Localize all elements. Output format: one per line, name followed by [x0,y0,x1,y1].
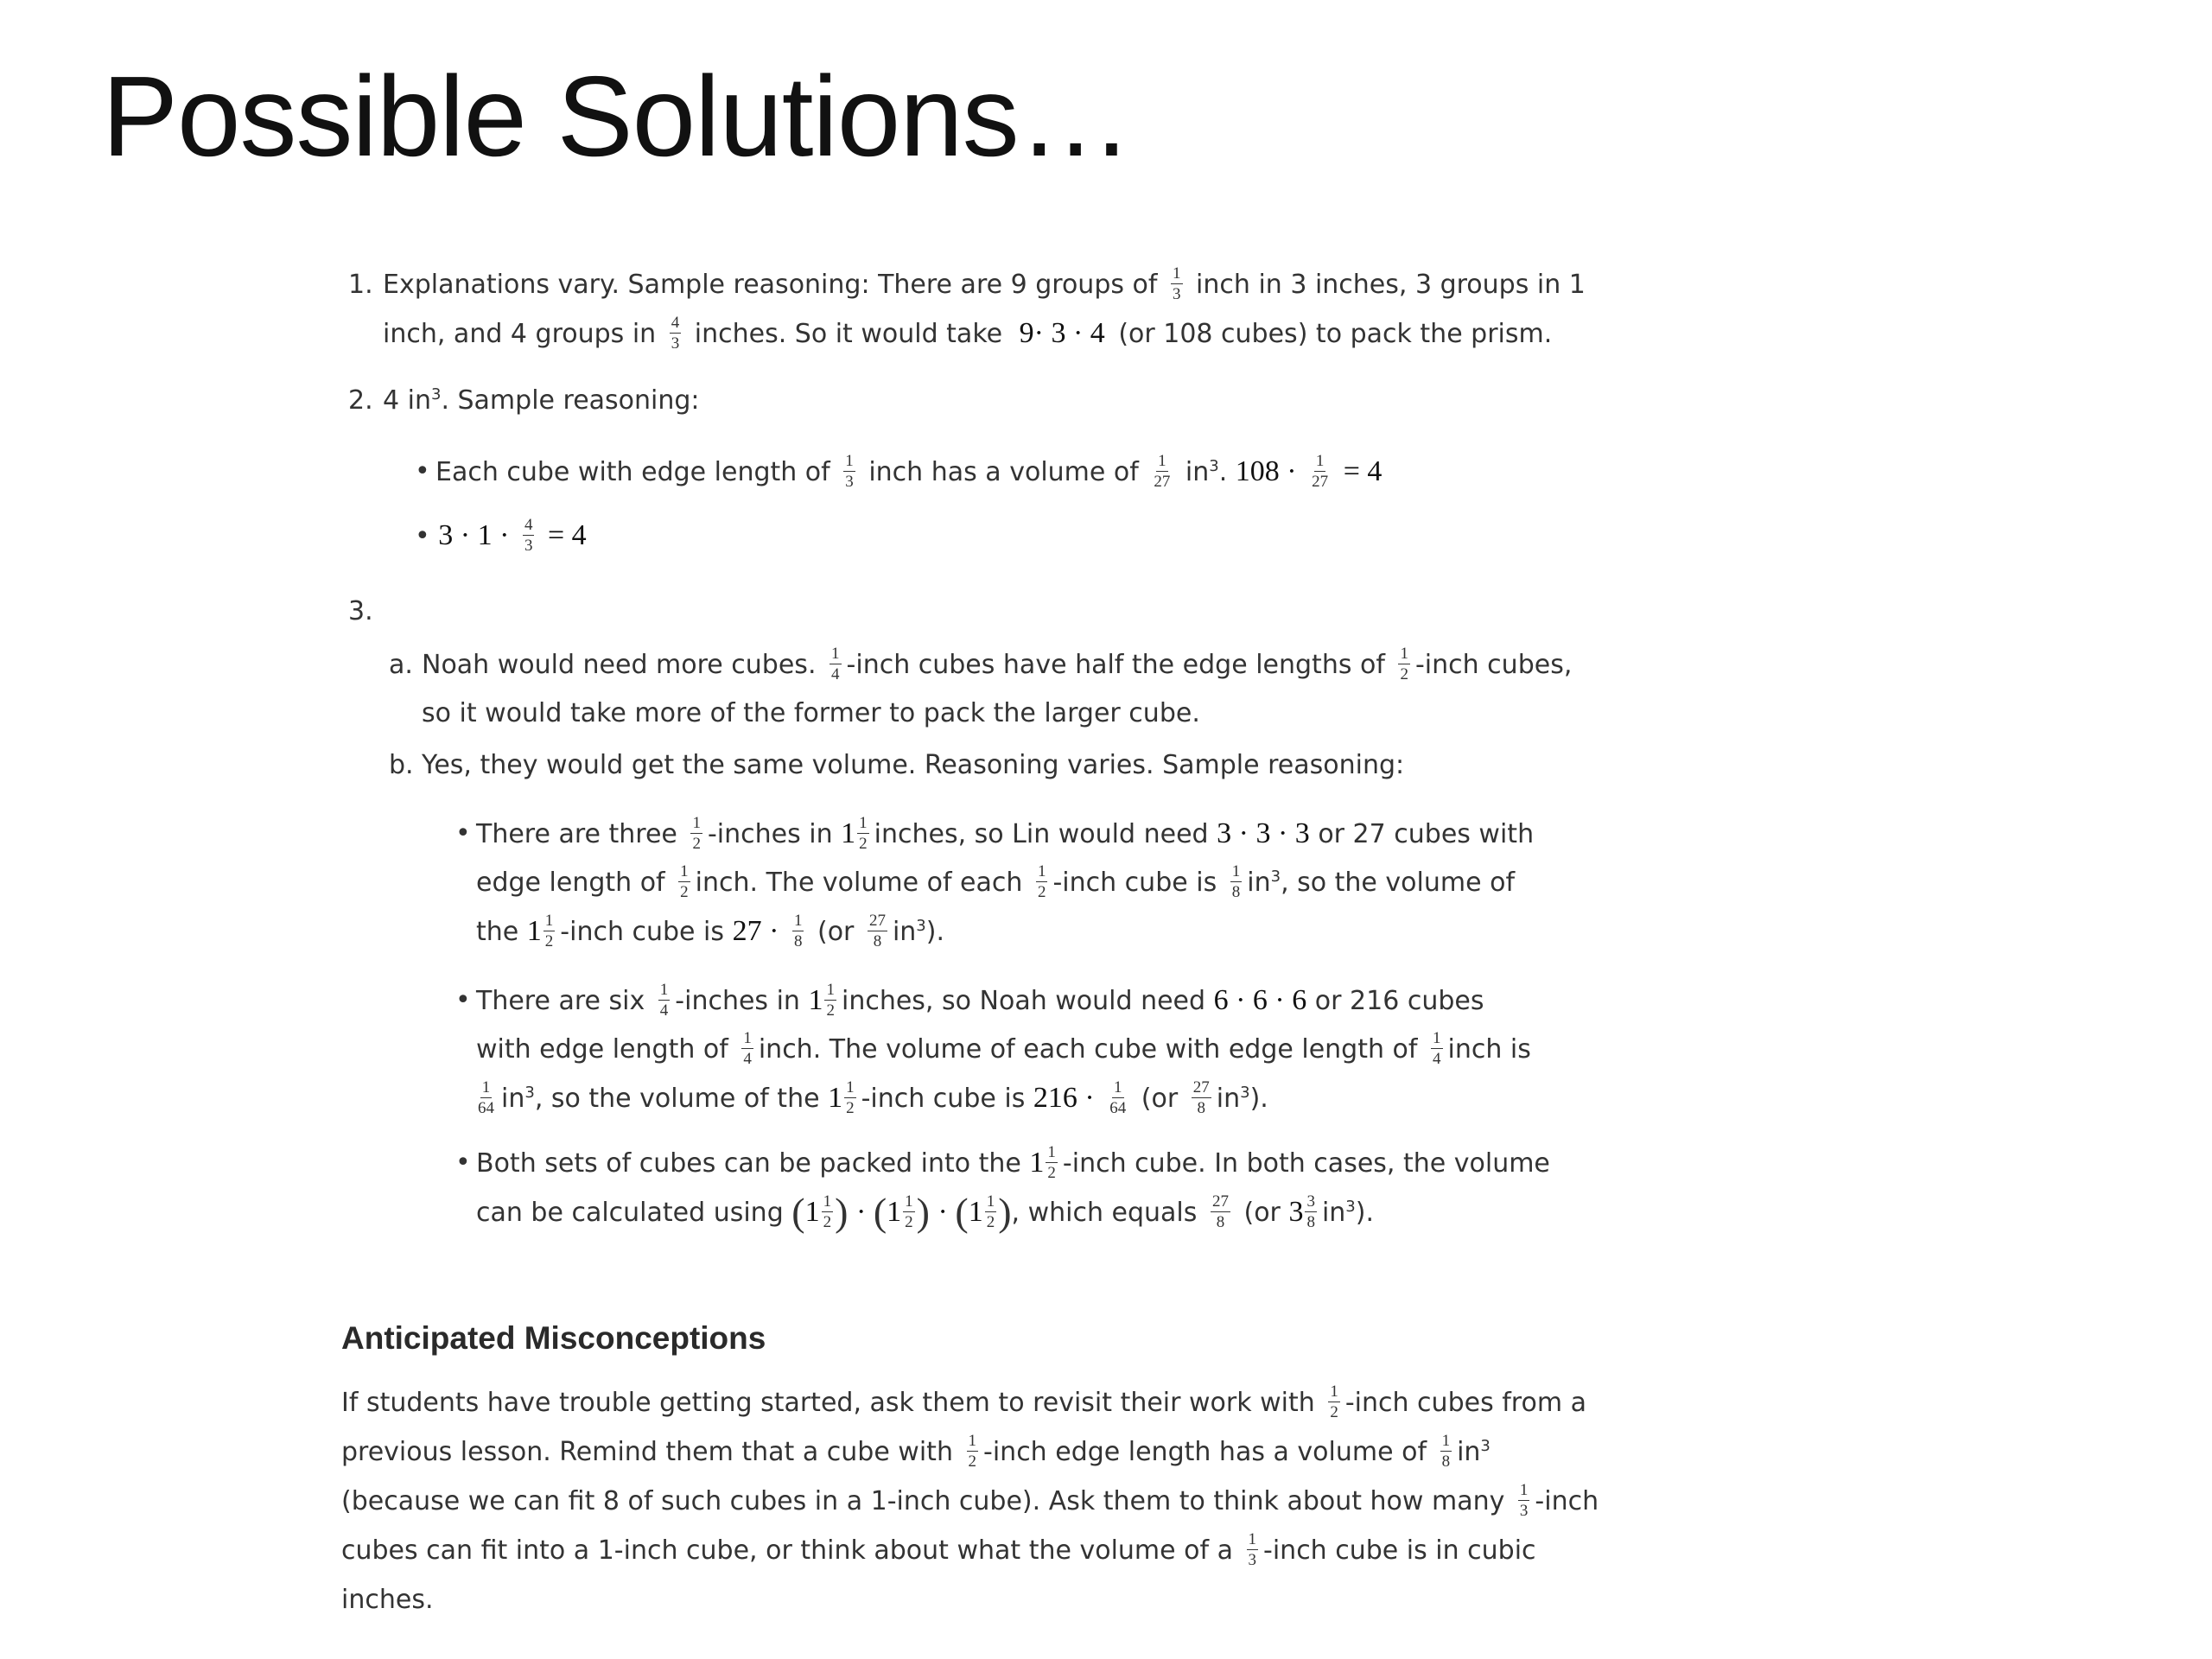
fraction-four-thirds: $\frac{4}{3}$ [671,314,680,353]
solution-number: 3. [348,596,373,626]
solution-2 [348,377,700,425]
text-line: the 1 $\frac{1}{2}$ -inch cube is 27 · $\frac{1}{8}$ (or $\frac{27}{8}$ $in^3$). [476,912,944,950]
fraction-one-fourth: $\frac{1}{4}$ [659,981,669,1020]
solution-2-line: 4 $in^3$. Sample reasoning: [383,385,700,416]
fraction-one-half: $\frac{1}{2}$ [986,1192,995,1231]
fraction-one-half: $\frac{1}{2}$ [1330,1382,1338,1421]
fraction-one-half: $\frac{1}{2}$ [1400,645,1408,683]
fraction-one-third: $\frac{1}{3}$ [1248,1530,1257,1569]
solution-3b [389,741,1404,790]
sub-letter: a. [389,650,413,680]
bullet-body [476,976,1531,1123]
text-line: $\frac{1}{64}$ $in^3$, so the volume of the 1 $\frac{1}{2}$ -inch cube is 216 · $\frac{1}{64}$ (or $\frac{27}{8}$ $in^3$). [478,1078,1268,1117]
bullet-icon: • [415,456,430,486]
solution-3b-bullet-1 [455,810,1534,957]
fraction-three-eighths: $\frac{3}{8}$ [1306,1192,1315,1231]
dot-icon: · [856,1196,874,1228]
fraction-twentyseven-eighths: $\frac{27}{8}$ [1192,1078,1210,1117]
bullet-body [476,810,1534,957]
solution-1 [348,261,1586,359]
solution-2-bullet-2 [415,512,587,561]
fraction-one-third: $\frac{1}{3}$ [1173,264,1181,303]
text: inch in 3 inches, 3 groups in 1 [1196,270,1586,300]
solution-1-body [383,261,1586,359]
fraction-one-fourth: $\frac{1}{4}$ [1433,1029,1441,1068]
fraction-twentyseven-eighths: $\frac{27}{8}$ [1211,1192,1229,1231]
solution-number: 1. [348,270,373,300]
text-line: cubes can fit into a 1-inch cube, or think about what the volume of a $\frac{1}{3}$ -inch cube is in cubic [341,1530,1536,1569]
bullet-text: • 3 · 1 · $\frac{4}{3}$ = 4 [415,516,587,555]
math-product: (1 $\frac{1}{2}$ ) · (1 $\frac{1}{2}$ ) · (1 $\frac{1}{2}$ ) [791,1190,1012,1234]
solution-3a-body [422,641,1572,738]
fraction-one-fourth: $\frac{1}{4}$ [831,645,840,683]
text-line: can be calculated using (1 $\frac{1}{2}$ ) · (1 $\frac{1}{2}$ ) · (1 $\frac{1}{2}$ ), which equals $\frac{27}{8}$ (or 3 $\frac{3}{8}$ $in^3$). [476,1190,1374,1234]
fraction-one-half: $\frac{1}{2}$ [905,1192,913,1231]
text-line: If students have trouble getting started, ask them to revisit their work with $\frac{1}{2}$ -inch cubes from a [341,1382,1586,1421]
bullet-body [476,1139,1550,1237]
solution-2-bullet-1 [415,448,1382,497]
fraction-one-eighth: $\frac{1}{8}$ [1231,862,1241,901]
text-line: so it would take more of the former to pack the larger cube. [422,698,1200,728]
solution-3b-bullet-2 [455,976,1531,1123]
misconceptions-paragraph [341,1378,1599,1624]
slide-title: Possible Solutions… [102,53,1132,180]
math-expression: 9· 3 · 4 [1019,317,1105,349]
paren-close-icon: ) [998,1190,1012,1234]
text-line: There are three $\frac{1}{2}$ -inches in 1 $\frac{1}{2}$ inches, so Lin would need 3 · 3 · 3 or 27 cubes with [476,814,1535,853]
solution-3b-bullet-3 [455,1139,1550,1237]
text: (or 108 cubes) to pack the prism. [1118,319,1553,349]
fraction-one-half: $\frac{1}{2}$ [859,814,868,853]
solution-1-line-2 [383,309,1586,359]
solution-number: 2. [348,385,373,416]
fraction-one-half: $\frac{1}{2}$ [680,862,689,901]
text-line: with edge length of $\frac{1}{4}$ inch. The volume of each cube with edge length of $\frac{1}{4}$ inch is [476,1029,1531,1068]
bullet-icon: • [455,985,471,1015]
fraction-one-half: $\frac{1}{2}$ [823,1192,832,1231]
sub-letter: b. [389,750,414,780]
fraction-one-eighth: $\frac{1}{8}$ [793,912,803,950]
fraction-one-half: $\frac{1}{2}$ [846,1078,855,1117]
fraction-one-fourth: $\frac{1}{4}$ [743,1029,752,1068]
fraction-one-half: $\frac{1}{2}$ [826,981,835,1020]
paren-open-icon: ( [955,1190,969,1234]
text: inch, and 4 groups in [383,319,657,349]
text-line: Yes, they would get the same volume. Reasoning varies. Sample reasoning: [422,750,1405,780]
fraction-four-thirds: $\frac{4}{3}$ [524,516,533,555]
fraction-one-half: $\frac{1}{2}$ [968,1432,977,1471]
text-line: Both sets of cubes can be packed into the 1 $\frac{1}{2}$ -inch cube. In both cases, the volume [476,1143,1550,1182]
paren-open-icon: ( [791,1190,805,1234]
bullet-icon: • [455,1147,471,1178]
misconceptions-heading: Anticipated Misconceptions [341,1320,766,1356]
text: Explanations vary. Sample reasoning: There are 9 groups of [383,270,1158,300]
fraction-one-half: $\frac{1}{2}$ [692,814,701,853]
text-line: Noah would need more cubes. $\frac{1}{4}$ -inch cubes have half the edge lengths of $\frac{1}{2}$ -inch cubes, [422,645,1573,683]
fraction-one-twentyseventh: $\frac{1}{27}$ [1312,452,1329,491]
solution-3 [348,588,383,636]
fraction-one-half: $\frac{1}{2}$ [1047,1143,1056,1182]
fraction-one-twentyseventh: $\frac{1}{27}$ [1154,452,1171,491]
text-line: inches. [341,1585,434,1615]
text-line: There are six $\frac{1}{4}$ -inches in 1 $\frac{1}{2}$ inches, so Noah would need 6 · 6 · 6 or 216 cubes [476,981,1484,1020]
bullet-icon: • [455,818,471,849]
text-line: (because we can fit 8 of such cubes in a 1-inch cube). Ask them to think about how many $\frac{1}{3}$ -inch [341,1481,1599,1520]
bullet-icon: • [415,521,430,551]
fraction-one-half: $\frac{1}{2}$ [1037,862,1046,901]
solution-1-line-1 [383,261,1586,309]
fraction-one-sixtyfourth: $\frac{1}{64}$ [1109,1078,1127,1117]
fraction-twentyseven-eighths: $\frac{27}{8}$ [868,912,886,950]
paren-close-icon: ) [916,1190,930,1234]
text: inches. So it would take [694,319,1003,349]
paren-close-icon: ) [835,1190,849,1234]
fraction-one-half: $\frac{1}{2}$ [544,912,554,950]
fraction-one-sixtyfourth: $\frac{1}{64}$ [478,1078,494,1117]
fraction-one-third: $\frac{1}{3}$ [845,452,854,491]
solution-3a [389,641,1572,738]
text-line: previous lesson. Remind them that a cube with $\frac{1}{2}$ -inch edge length has a volume of $\frac{1}{8}$ $in^3$ [341,1432,1491,1471]
paren-open-icon: ( [873,1190,887,1234]
bullet-text: Each cube with edge length of $\frac{1}{3}$ inch has a volume of $\frac{1}{27}$ $in^3$. 108 · $\frac{1}{27}$ = 4 [435,452,1382,491]
dot-icon: · [938,1196,956,1228]
fraction-one-eighth: $\frac{1}{8}$ [1441,1432,1451,1471]
text-line: edge length of $\frac{1}{2}$ inch. The volume of each $\frac{1}{2}$ -inch cube is $\frac{1}{8}$ $in^3$, so the volume of [476,862,1516,901]
fraction-one-third: $\frac{1}{3}$ [1519,1481,1529,1520]
